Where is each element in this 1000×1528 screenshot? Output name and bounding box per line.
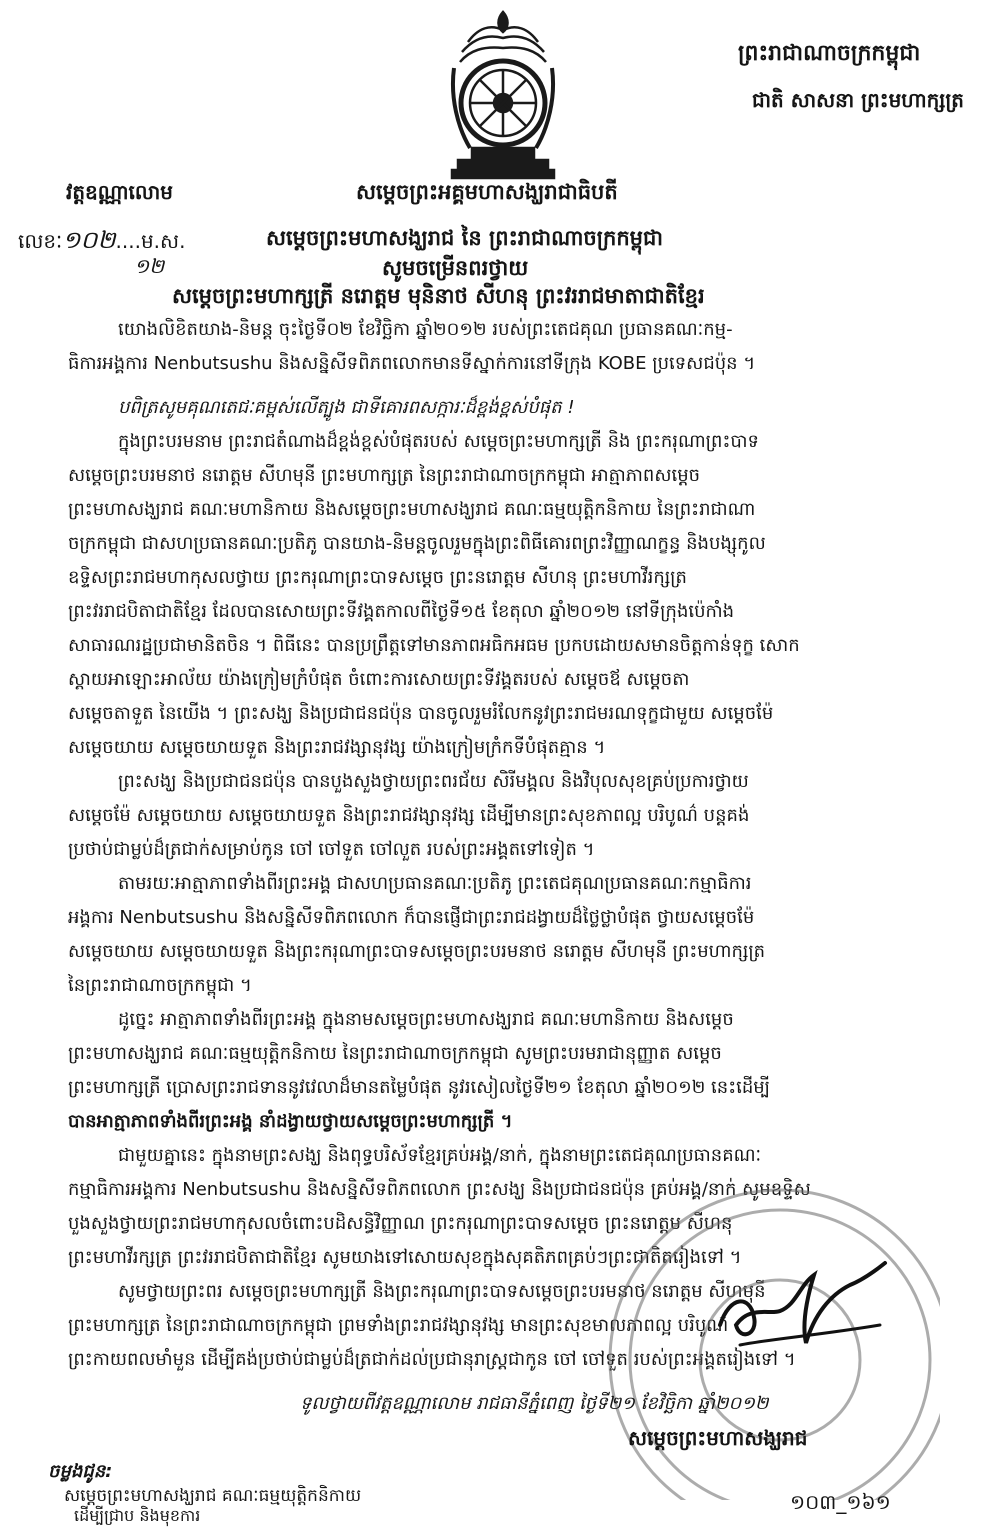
body-line: ស្តាយអាឡោះអាល័យ យ៉ាងក្រៀមក្រំបំផុត ចំពោះការសោយព្រះទីវង្គតរបស់ សម្តេចឪ សម្តេចតា: [68, 669, 690, 690]
body-line: ធិការអង្គការ Nenbutsushu និងសន្និសីទពិភពលោកមានទីស្នាក់ការនៅទីក្រុង KOBE ប្រទេសជប៉ុន ។: [68, 353, 756, 374]
body-line: សូមថ្វាយព្រះពរ សម្តេចព្រះមហាក្សត្រី និងព្រះករុណាព្រះបាទសម្តេចព្រះបរមនាថ នរោត្តម សីហមុនី: [118, 1281, 766, 1302]
body-line: ប្រថាប់ជាម្លប់ដ៏ត្រជាក់សម្រាប់កូន ចៅ ចៅទួត ចៅលួត របស់ព្រះអង្គតទៅទៀត ។: [68, 839, 595, 860]
body-line: បួងសួងថ្វាយព្រះរាជមហាកុសលចំពោះបដិសន្ធិវិញ្ញាណ ព្រះករុណាព្រះបាទសម្តេច ព្រះនរោត្តម សីហនុ: [68, 1213, 733, 1234]
body-line: ព្រះមហាវីរក្សត្រ ព្រះវររាជបិតាជាតិខ្មែរ សូមយាងទៅសោយសុខក្នុងសុគតិភពគ្រប់ៗព្រះជាតិតរៀងទៅ ។: [68, 1247, 742, 1268]
reference-handwritten-extra: ១២: [134, 254, 165, 278]
handwritten-signature-icon: [710, 1255, 900, 1355]
body-line: យោងលិខិតយាង-និមន្ត ចុះថ្ងៃទី០២ ខែវិច្ឆិកា ឆ្នាំ២០១២ របស់ព្រះតេជគុណ ប្រធានគណៈកម្ម-: [118, 319, 733, 340]
body-line: ព្រះកាយពលមាំមួន ដើម្បីគង់ប្រថាប់ជាម្លប់ដ៏ត្រជាក់ដល់ប្រជានុរាស្ត្រជាកូន ចៅ ចៅទួត របស់ព្រះអង្គតរៀងទៅ ។: [68, 1349, 796, 1370]
body-line: សាធារណរដ្ឋប្រជាមានិតចិន ។ ពិធីនេះ បានប្រព្រឹត្តទៅមានភាពអធិកអធម ប្រកបដោយសមានចិត្តកាន់ទុក្ខ សោក: [68, 635, 800, 656]
body-line: សម្តេចយាយ សម្តេចយាយទួត និងព្រះករុណាព្រះបាទសម្តេចព្រះបរមនាថ នរោត្តម សីហមុនី ព្រះមហាក្សត្រ: [68, 941, 766, 962]
cc-heading: ចម្លងជូន:: [48, 1461, 113, 1482]
body-line: បានអាត្មាភាពទាំងពីរព្រះអង្គ នាំដង្វាយថ្វាយសម្តេចព្រះមហាក្សត្រី ។: [68, 1111, 513, 1132]
body-line: សម្តេចតាទួត នៃយើង ។ ព្រះសង្ឃ និងប្រជាជនជប៉ុន បានចូលរួមរំលែកនូវព្រះរាជមរណទុក្ខជាមួយ សម្តេចម៉ែ: [68, 703, 774, 724]
salutation: បពិត្រសូមគុណតេជៈគម្ពស់លើត្បូង ជាទីគោរពសក្ការៈដ៏ខ្ពង់ខ្ពស់បំផុត !: [118, 397, 575, 418]
reference-label: លេខៈ: [18, 229, 63, 253]
office-name: វត្តឧណ្ណាលោម: [66, 180, 173, 204]
reference-number: លេខៈ១០២....ម.ស.: [18, 226, 186, 254]
body-line: សម្តេចព្រះបរមនាថ នរោត្តម សីហមុនី ព្រះមហាក្សត្រ នៃព្រះរាជាណាចក្រកម្ពុជា អាត្មាភាពសម្តេច: [68, 465, 701, 486]
reference-handwritten: ១០២: [62, 226, 116, 254]
national-motto: ជាតិ សាសនា ព្រះមហាក្សត្រ: [752, 88, 964, 112]
body-line: ព្រះសង្ឃ និងប្រជាជនជប៉ុន បានបួងសួងថ្វាយព្រះពរជ័យ សិរីមង្គល និងវិបុលសុខគ្រប់ប្រការថ្វាយ: [118, 771, 749, 792]
cc-purpose: ដើម្បីជ្រាប និងមុខការ: [74, 1506, 201, 1525]
body-line: ព្រះមហាក្សត្រ នៃព្រះរាជាណាចក្រកម្ពុជា ព្រមទាំងព្រះរាជវង្សានុវង្ស មានព្រះសុខមាលភាពល្អ បរិបូណ៌: [68, 1315, 729, 1336]
closing-date-line: ទូលថ្វាយពីវត្តឧណ្ណាលោម រាជធានីភ្នំពេញ ថ្ងៃទី២១ ខែវិច្ឆិកា ឆ្នាំ២០១២: [300, 1393, 769, 1414]
dharma-wheel-emblem-icon: [448, 8, 558, 180]
body-line: ឧទ្ទិសព្រះរាជមហាកុសលថ្វាយ ព្រះករុណាព្រះបាទសម្តេច ព្រះនរោត្តម សីហនុ ព្រះមហាវីរក្សត្រ: [68, 567, 687, 588]
title-line-3: សូមចម្រើនពរថ្វាយ: [382, 256, 529, 280]
body-line: ព្រះមហាក្សត្រី ប្រោសព្រះរាជទាននូវវេលាដ៏មានតម្លៃបំផុត នូវរសៀលថ្ងៃទី២១ ខែតុលា ឆ្នាំ២០១២ នេះដើម្បី: [68, 1077, 771, 1098]
reference-suffix: ម.ស.: [140, 229, 186, 253]
body-line: ជាមួយគ្នានេះ ក្នុងនាមព្រះសង្ឃ និងពុទ្ធបរិស័ទខ្មែរគ្រប់អង្គ/នាក់, ក្នុងនាមព្រះតេជគុណប្រធានគណៈ: [118, 1145, 762, 1166]
body-line: ព្រះវររាជបិតាជាតិខ្មែរ ដែលបានសោយព្រះទីវង្គតកាលពីថ្ងៃទី១៥ ខែតុលា ឆ្នាំ២០១២ នៅទីក្រុងប៉េកាំង: [68, 601, 735, 622]
body-line: តាមរយៈអាត្មាភាពទាំងពីរព្រះអង្គ ជាសហប្រធានគណៈប្រតិភូ ព្រះតេជគុណប្រធានគណៈកម្មាធិការ: [118, 873, 752, 894]
body-line: សម្តេចយាយ សម្តេចយាយទួត និងព្រះរាជវង្សានុវង្ស យ៉ាងក្រៀមក្រំកទីបំផុតគ្មាន ។: [68, 737, 606, 758]
page-mark: ១០៣_១៦១: [790, 1490, 891, 1514]
body-line: សម្តេចម៉ែ សម្តេចយាយ សម្តេចយាយទួត និងព្រះរាជវង្សានុវង្ស ដើម្បីមានព្រះសុខភាពល្អ បរិបូណ៌ បន្តគង់: [68, 805, 750, 826]
body-line: ដូច្នេះ អាត្មាភាពទាំងពីរព្រះអង្គ ក្នុងនាមសម្តេចព្រះមហាសង្ឃរាជ គណៈមហានិកាយ និងសម្តេច: [118, 1009, 734, 1030]
body-line: កម្មាធិការអង្គការ Nenbutsushu និងសន្និសីទពិភពលោក ព្រះសង្ឃ និងប្រជាជនជប៉ុន គ្រប់អង្គ/នាក់ សូមឧទ្ទិស: [68, 1179, 811, 1200]
signer-title: សម្តេចព្រះមហាសង្ឃរាជ: [628, 1426, 808, 1450]
body-line: ចក្រកម្ពុជា ជាសហប្រធានគណៈប្រតិភូ បានយាង-និមន្តចូលរួមក្នុងព្រះពិធីគោរពព្រះវិញ្ញាណក្ខន្ធ និងបង្សុកូល: [68, 533, 766, 554]
title-line-1: សម្តេចព្រះអគ្គមហាសង្ឃរាជាធិបតី: [356, 180, 618, 204]
kingdom-heading: ព្រះរាជាណាចក្រកម្ពុជា: [738, 41, 921, 66]
body-line: នៃព្រះរាជាណាចក្រកម្ពុជា ។: [68, 975, 252, 996]
title-line-2: សម្តេចព្រះមហាសង្ឃរាជ នៃ ព្រះរាជាណាចក្រកម្ពុជា: [266, 226, 663, 250]
cc-recipient: សម្តេចព្រះមហាសង្ឃរាជ គណៈធម្មយុត្តិកនិកាយ: [64, 1486, 362, 1506]
body-line: ក្នុងព្រះបរមនាម ព្រះរាជតំណាងដ៏ខ្ពង់ខ្ពស់បំផុតរបស់ សម្តេចព្រះមហាក្សត្រី និង ព្រះករុណាព្រះបាទ: [118, 431, 759, 452]
title-line-4: សម្តេចព្រះមហាក្សត្រី នរោត្តម មុនិនាថ សីហនុ ព្រះវររាជមាតាជាតិខ្មែរ: [172, 284, 705, 308]
body-line: អង្គការ Nenbutsushu និងសន្និសីទពិភពលោក ក៏បានផ្ញើជាព្រះរាជដង្វាយដ៏ថ្លៃថ្លាបំផុត ថ្វាយសម្តេចម៉ែ: [68, 907, 755, 928]
body-line: ព្រះមហាសង្ឃរាជ គណៈធម្មយុត្តិកនិកាយ នៃព្រះរាជាណាចក្រកម្ពុជា សូមព្រះបរមរាជានុញ្ញាត សម្តេច: [68, 1043, 722, 1064]
body-line: ព្រះមហាសង្ឃរាជ គណៈមហានិកាយ និងសម្តេចព្រះមហាសង្ឃរាជ គណៈធម្មយុត្តិកនិកាយ នៃព្រះរាជាណា: [68, 499, 756, 520]
